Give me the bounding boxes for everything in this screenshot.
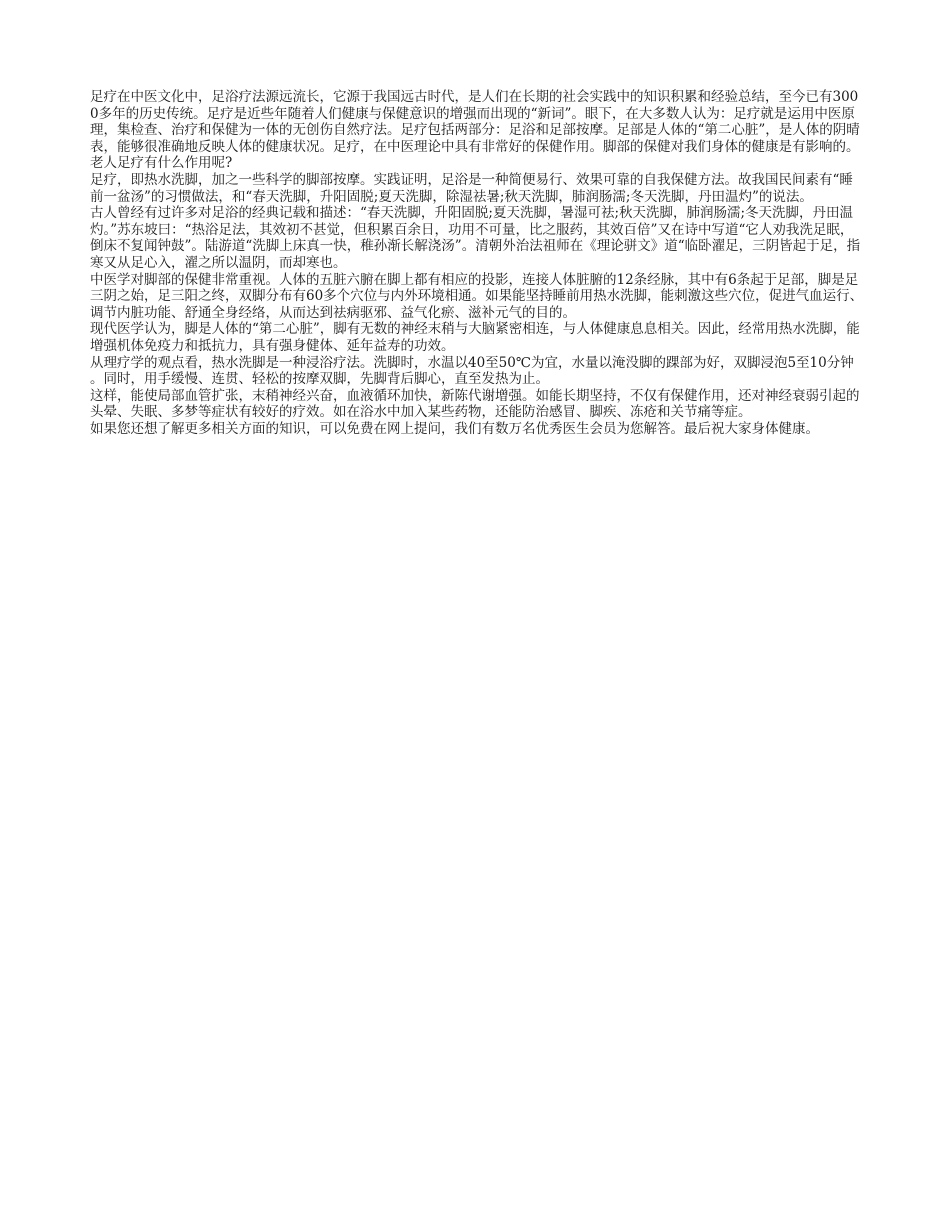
- document-body: [90, 89, 865, 437]
- paragraph-effects: 这样，能使局部血管扩张，末稍神经兴奋，血液循环加快，新陈代谢增强。如能长期坚持，不仅有保健作用，还对神经衰弱引起的头晕、失眠、多梦等症状有较好的疗效。如在浴水中加入某些药物，还能防治感冒、脚疾、冻疮和关节痛等症。: [90, 387, 860, 421]
- paragraph-physiotherapy: 从理疗学的观点看，热水洗脚是一种浸浴疗法。洗脚时，水温以40至50℃为宜，水量以淹没脚的踝部为好，双脚浸泡5至10分钟。同时，用手缓慢、连贯、轻松的按摩双脚，先脚背后脚心，直至发热为止。: [90, 354, 854, 388]
- paragraph-modern-medicine: 现代医学认为，脚是人体的“第二心脏”，脚有无数的神经末稍与大脑紧密相连，与人体健康息息相关。因此，经常用热水洗脚，能增强机体免疫力和抵抗力，具有强身健体、延年益寿的功效。: [90, 321, 860, 354]
- paragraph-tcm-view: 中医学对脚部的保健非常重视。人体的五脏六腑在脚上都有相应的投影，连接人体脏腑的12条经脉，其中有6条起于足部，脚是足三阴之始，足三阳之终，双脚分布有60多个穴位与内外环境相通。如果能坚持睡前用热水洗脚，能刺激这些穴位，促进气血运行、调节内脏功能、舒通全身经络，从而达到祛病驱邪、益气化瘀、滋补元气的目的。: [90, 271, 864, 321]
- paragraph-intro: 足疗在中医文化中，足浴疗法源远流长，它源于我国远古时代，是人们在长期的社会实践中的知识积累和经验总结，至今已有3000多年的历史传统。足疗是近些年随着人们健康与保健意识的增强而出现的“新词”。眼下，在大多数人认为：足疗就是运用中医原理，集检查、治疗和保健为一体的无创伤自然疗法。足疗包括两部分：足浴和足部按摩。足部是人体的“第二心脏”，是人体的阴晴表，能够很准确地反映人体的健康状况。足疗，在中医理论中具有非常好的保健作用。脚部的保健对我们身体的健康是有影响的。老人足疗有什么作用呢?: [90, 89, 860, 172]
- paragraph-foot-bath: 足疗，即热水洗脚，加之一些科学的脚部按摩。实践证明，足浴是一种简便易行、效果可靠的自我保健方法。故我国民间素有“睡前一盆汤”的习惯做法，和“春天洗脚，升阳固脱;夏天洗脚，除湿祛暑;秋天洗脚，肺润肠濡;冬天洗脚，丹田温灼”的说法。: [90, 171, 853, 205]
- paragraph-ancient-records: 古人曾经有过许多对足浴的经典记载和描述：“春天洗脚，升阳固脱;夏天洗脚，暑湿可祛;秋天洗脚，肺润肠濡;冬天洗脚，丹田温灼。”苏东坡曰：“热浴足法，其效初不甚觉，但积累百余日，功用不可量，比之服药，其效百倍”又在诗中写道“它人劝我洗足眠，倒床不复闻钟鼓”。陆游道“洗脚上床真一快，稚孙渐长解浇汤”。清朝外治法祖师在《理论骈文》道“临卧濯足，三阴皆起于足，指寒又从足心入，濯之所以温阴，而却寒也。: [90, 205, 861, 271]
- paragraph-closing: 如果您还想了解更多相关方面的知识，可以免费在网上提问，我们有数万名优秀医生会员为您解答。最后祝大家身体健康。: [90, 420, 819, 437]
